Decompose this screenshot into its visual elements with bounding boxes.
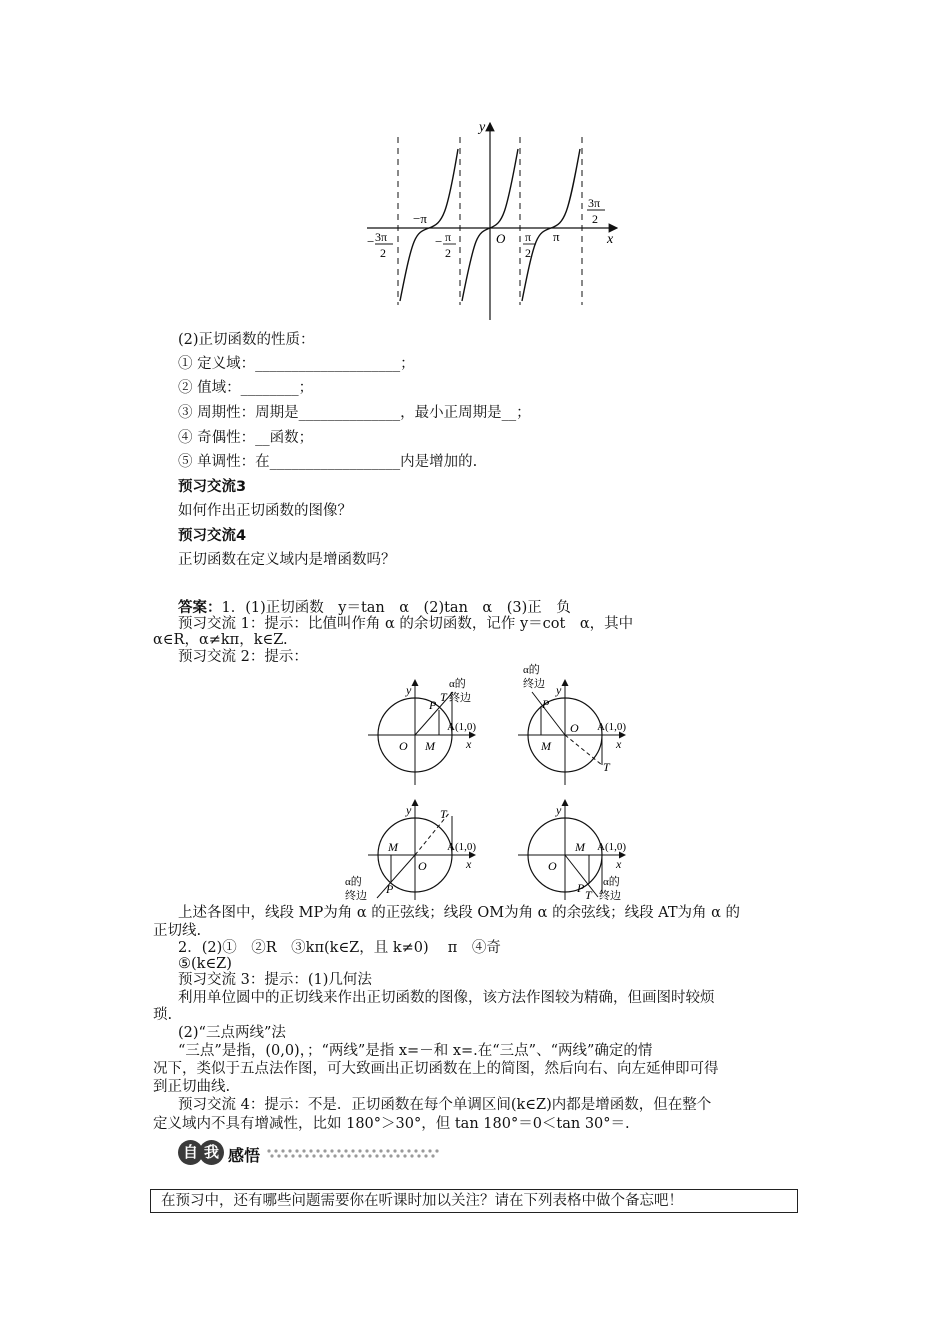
range-end: ； bbox=[298, 380, 314, 396]
monotone-blank: __________________ bbox=[269, 454, 401, 470]
property-domain bbox=[178, 354, 415, 374]
answer-line8a: 利用单位圆中的正切线来作出正切函数的图像，该方法作图较为精确，但画图时较烦 bbox=[178, 990, 715, 1006]
domain-label: ① 定义域： bbox=[178, 356, 256, 372]
reflection-badge-2: 我 bbox=[199, 1140, 224, 1165]
label-neg-3pi2-den: 2 bbox=[380, 246, 386, 260]
answer-line10b: 况下，类似于五点法作图，可大致画出正切函数在上的简图，然后向右、向左延伸即可得 bbox=[153, 1061, 719, 1077]
property-range bbox=[178, 378, 313, 398]
fig1-P: P bbox=[429, 698, 437, 712]
exchange4-title: 预习交流4 bbox=[178, 528, 247, 544]
fig2-side2: 终边 bbox=[523, 678, 545, 690]
fig1-side1: α的 bbox=[449, 678, 466, 690]
fig4-M: M bbox=[575, 840, 585, 854]
period-min-blank: __ bbox=[501, 405, 517, 421]
unit-circle-figures bbox=[335, 660, 655, 900]
properties-heading: (2)正切函数的性质： bbox=[178, 332, 315, 348]
fig4-T: T bbox=[585, 888, 592, 900]
answer-line7: 预习交流 3：提示：(1)几何法 bbox=[178, 972, 372, 988]
answer-line10c: 到正切曲线. bbox=[153, 1079, 231, 1095]
circle-figure-1 bbox=[368, 677, 476, 785]
label-neg-pi2-num: π bbox=[445, 230, 452, 244]
fig3-M: M bbox=[388, 840, 398, 854]
circle-figure-4 bbox=[518, 800, 626, 900]
label-pi2-num: π bbox=[525, 230, 532, 244]
monotone-tail: 内是增加的. bbox=[400, 454, 478, 470]
range-blank: ________ bbox=[240, 380, 299, 396]
property-monotone bbox=[178, 452, 477, 472]
graph-x-label: x bbox=[607, 232, 614, 247]
period-label: ③ 周期性：周期是 bbox=[178, 405, 299, 421]
domain-end: ； bbox=[400, 356, 415, 372]
fig2-M: M bbox=[541, 739, 551, 753]
fig1-A: A(1,0) bbox=[447, 721, 477, 733]
fig4-side2: 终边 bbox=[599, 890, 621, 900]
fig4-O: O bbox=[548, 859, 557, 873]
fig3-O: O bbox=[418, 859, 427, 873]
exchange3-question: 如何作出正切函数的图像？ bbox=[178, 503, 352, 519]
label-neg-pi2-sign: − bbox=[435, 234, 443, 249]
circle-figure-3 bbox=[345, 800, 476, 900]
fig3-y: y bbox=[406, 803, 412, 817]
answer-line11b: 定义域内不具有增减性，比如 180°＞30°，但 tan 180°＝0＜tan 30°＝. bbox=[153, 1116, 630, 1132]
monotone-label: ⑤ 单调性：在 bbox=[178, 454, 270, 470]
parity-label: ④ 奇偶性： bbox=[178, 430, 256, 446]
tan-branch-left bbox=[400, 149, 458, 301]
fig4-P: P bbox=[577, 881, 585, 895]
fig3-P: P bbox=[386, 882, 394, 896]
reflection-badge-1: 自 bbox=[178, 1140, 203, 1165]
fig4-side1: α的 bbox=[603, 876, 620, 888]
label-3pi2-den: 2 bbox=[592, 212, 598, 226]
label-pi: π bbox=[553, 229, 560, 244]
period-end: ； bbox=[516, 405, 531, 421]
label-3pi2-num: 3π bbox=[588, 196, 601, 210]
reflection-title: 感悟 bbox=[228, 1146, 261, 1165]
fig1-side2: 终边 bbox=[449, 692, 471, 704]
fig2-P: P bbox=[542, 697, 550, 711]
fig1-x: x bbox=[466, 737, 472, 751]
reflection-prompt: 在预习中，还有哪些问题需要你在听课时加以关注？请在下列表格中做个备忘吧！ bbox=[161, 1193, 683, 1209]
range-label: ② 值域： bbox=[178, 380, 241, 396]
answer-line2a: 预习交流 1：提示：比值叫作角 α 的余切函数，记作 y＝cot α，其中 bbox=[178, 616, 634, 632]
answers-line1-text: 1．(1)正切函数 y＝tan α (2)tan α (3)正 负 bbox=[221, 600, 571, 616]
answer-line4a: 上述各图中，线段 MP为角 α 的正弦线；线段 OM为角 α 的余弦线；线段 AT为角 α 的 bbox=[178, 905, 741, 921]
period-blank: ______________ bbox=[298, 405, 401, 421]
answer-line11a: 预习交流 4：提示：不是．正切函数在每个单调区间(k∈Z)内都是增函数，但在整个 bbox=[178, 1097, 712, 1113]
reflection-header bbox=[178, 1140, 448, 1166]
fig1-T: T bbox=[440, 690, 447, 704]
answer-line8b: 琐. bbox=[153, 1007, 173, 1023]
label-neg-3pi2-num: 3π bbox=[375, 230, 388, 244]
label-pi2-den: 2 bbox=[525, 246, 531, 260]
parity-blank: __ bbox=[255, 430, 270, 446]
exchange3-title: 预习交流3 bbox=[178, 479, 247, 495]
fig2-side1: α的 bbox=[523, 664, 540, 676]
fig4-x: x bbox=[616, 857, 622, 871]
fig3-A: A(1,0) bbox=[447, 841, 477, 853]
domain-blank: ____________________ bbox=[255, 356, 401, 372]
fig1-O: O bbox=[399, 739, 408, 753]
reflection-note-box bbox=[150, 1189, 798, 1213]
property-parity bbox=[178, 428, 313, 448]
answer-line9: (2)“三点两线”法 bbox=[178, 1025, 286, 1041]
label-neg-pi: −π bbox=[413, 211, 427, 226]
graph-origin-label: O bbox=[496, 231, 506, 246]
fig2-A: A(1,0) bbox=[597, 721, 627, 733]
fig3-x: x bbox=[466, 857, 472, 871]
answer-line6: ⑤(k∈Z) bbox=[178, 956, 232, 972]
label-neg-pi2-den: 2 bbox=[445, 246, 451, 260]
fig2-T: T bbox=[603, 760, 610, 774]
tan-branch-right bbox=[522, 149, 580, 301]
answer-line4b: 正切线. bbox=[153, 923, 202, 939]
reflection-dots bbox=[266, 1148, 446, 1158]
fig2-x: x bbox=[616, 737, 622, 751]
tangent-graph bbox=[355, 115, 625, 327]
fig1-y: y bbox=[406, 683, 412, 697]
answer-line3: 预习交流 2：提示： bbox=[178, 649, 308, 665]
fig4-A: A(1,0) bbox=[597, 841, 627, 853]
period-min-label: ，最小正周期是 bbox=[400, 405, 502, 421]
answer-line5: 2．(2)① ②R ③kπ(k∈Z，且 k≠0) π ④奇 bbox=[178, 940, 501, 956]
fig1-M: M bbox=[425, 739, 435, 753]
answers-label: 答案： bbox=[178, 600, 222, 616]
property-period bbox=[178, 403, 531, 423]
graph-y-label: y bbox=[479, 120, 486, 135]
fig3-side1: α的 bbox=[345, 876, 362, 888]
fig3-T: T bbox=[440, 807, 447, 821]
fig4-y: y bbox=[556, 803, 562, 817]
parity-tail: 函数； bbox=[269, 430, 314, 446]
fig2-y: y bbox=[556, 683, 562, 697]
fig3-side2: 终边 bbox=[345, 890, 367, 900]
answer-line10a: “三点”是指，(0,0)，；“两线”是指 x=－和 x=.在“三点”、“两线”确定的情 bbox=[178, 1043, 653, 1059]
answer-line2b: α∈R，α≠kπ，k∈Z. bbox=[153, 632, 288, 648]
fig2-O: O bbox=[570, 721, 579, 735]
circle-figure-2 bbox=[518, 663, 626, 785]
label-neg-3pi2-sign: − bbox=[367, 234, 375, 249]
exchange4-question: 正切函数在定义域内是增函数吗？ bbox=[178, 552, 396, 568]
